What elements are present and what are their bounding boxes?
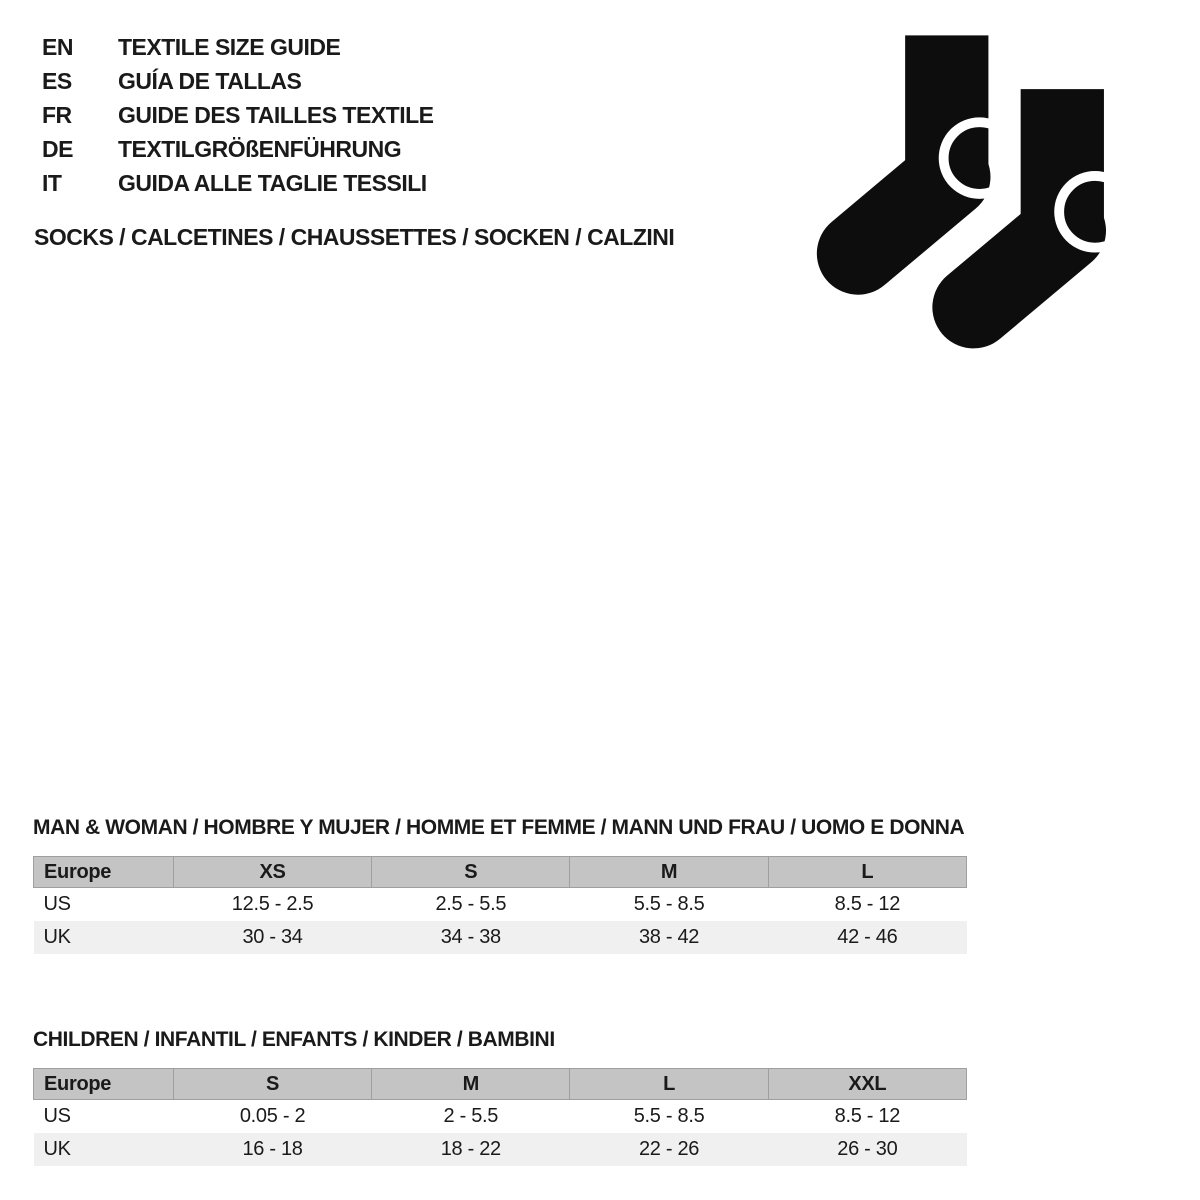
table-row [34,1100,967,1134]
language-list [42,30,434,200]
language-label: TEXTILGRÖßENFÜHRUNG [118,135,402,162]
column-header-size: L [570,1069,768,1100]
socks-icon [812,34,1112,352]
size-cell: 34 - 38 [372,921,570,954]
size-cell: 8.5 - 12 [834,893,901,915]
column-header-region: Europe [34,857,174,888]
table-row [34,921,967,954]
language-row [42,30,434,64]
table-row [34,1133,967,1166]
language-label: GUÍA DE TALLAS [118,67,302,94]
size-cell: 0.05 - 2 [239,1105,306,1127]
column-header-size: S [372,857,570,888]
product-category-title: SOCKS / CALCETINES / CHAUSSETTES / SOCKEN / CALZINI [34,224,675,250]
size-cell: 26 - 30 [768,1133,966,1166]
row-label: UK [34,921,174,954]
size-table-men-women [33,856,967,954]
language-label: GUIDA ALLE TAGLIE TESSILI [118,169,427,196]
language-code: EN [42,33,73,60]
language-code: IT [42,169,62,196]
language-row [42,98,434,132]
column-header-region: Europe [34,1069,174,1100]
language-label: GUIDE DES TAILLES TEXTILE [118,101,434,128]
row-label: UK [34,1133,174,1166]
table-header-row [34,1069,967,1100]
column-header-size: XXL [768,1069,966,1100]
size-cell: 22 - 26 [570,1133,768,1166]
size-cell: 30 - 34 [173,921,371,954]
column-header-size: XS [173,857,371,888]
language-row [42,166,434,200]
size-cell: 8.5 - 12 [834,1105,901,1127]
size-table-section-men-women [33,816,967,954]
row-label: US [43,1105,71,1127]
size-cell: 16 - 18 [173,1133,371,1166]
column-header-size: L [768,857,966,888]
size-cell: 5.5 - 8.5 [633,893,705,915]
language-code: ES [42,67,72,94]
language-label: TEXTILE SIZE GUIDE [118,33,341,60]
column-header-size: M [570,857,768,888]
table-row [34,888,967,922]
language-code: DE [42,135,73,162]
language-code: FR [42,101,72,128]
table-title: CHILDREN / INFANTIL / ENFANTS / KINDER / BAMBINI [33,1028,555,1051]
size-cell: 5.5 - 8.5 [633,1105,705,1127]
column-header-size: S [173,1069,371,1100]
size-cell: 38 - 42 [570,921,768,954]
table-title: MAN & WOMAN / HOMBRE Y MUJER / HOMME ET FEMME / MANN UND FRAU / UOMO E DONNA [33,816,965,839]
size-cell: 2.5 - 5.5 [435,893,507,915]
size-table-section-children [33,1028,967,1166]
size-cell: 18 - 22 [372,1133,570,1166]
table-header-row [34,857,967,888]
size-table-children [33,1068,967,1166]
column-header-size: M [372,1069,570,1100]
row-label: US [43,893,71,915]
size-cell: 12.5 - 2.5 [231,893,314,915]
language-row [42,64,434,98]
size-cell: 2 - 5.5 [443,1105,499,1127]
size-cell: 42 - 46 [768,921,966,954]
language-row [42,132,434,166]
